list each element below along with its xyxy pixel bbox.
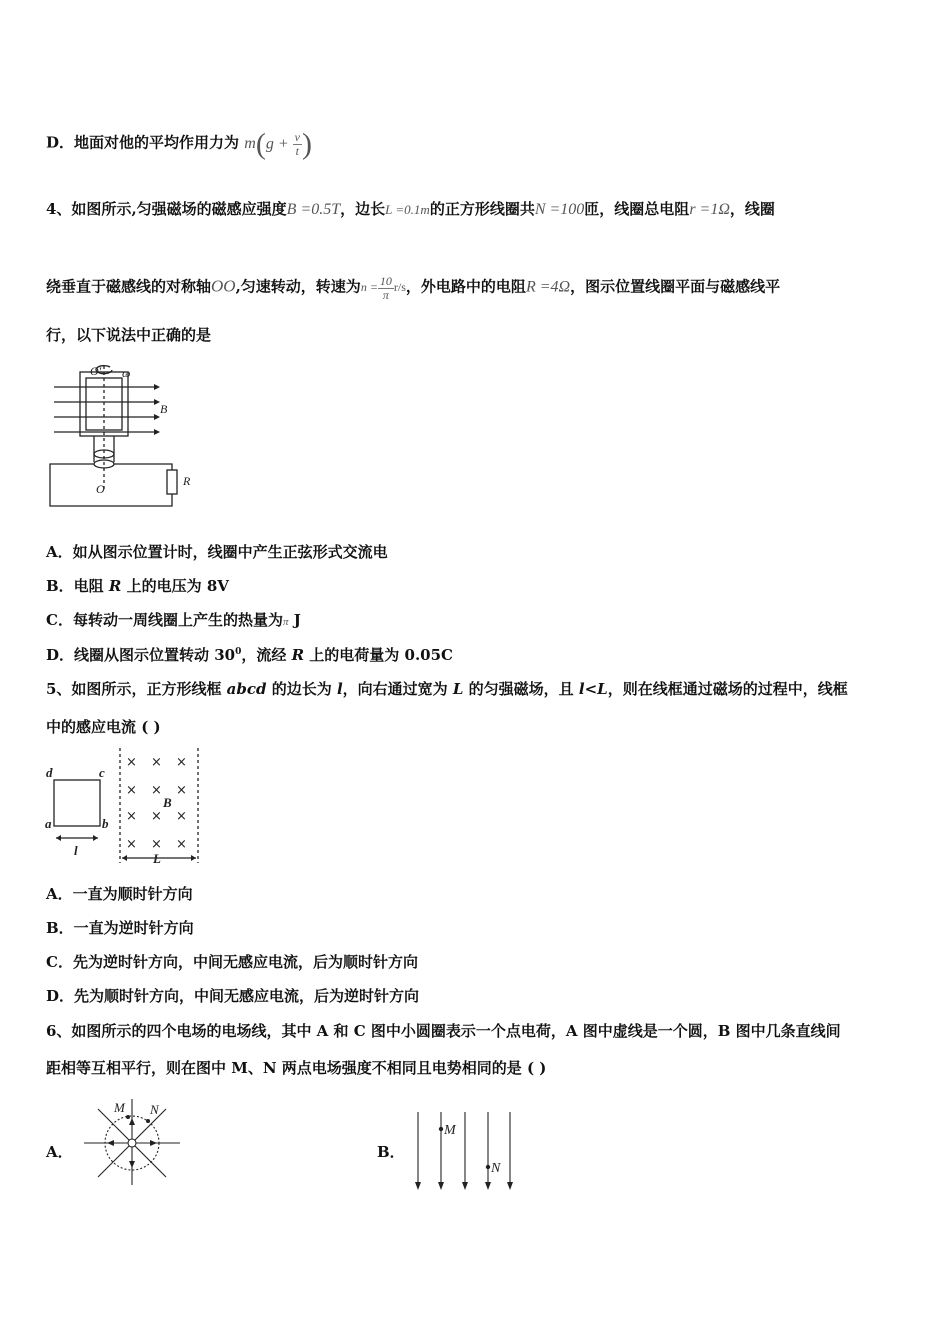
q6a-arrowhead bbox=[107, 1140, 114, 1146]
q5-field-cross: × bbox=[176, 755, 187, 770]
q4-line-3: 行，以下说法中正确的是 bbox=[46, 326, 212, 344]
q5-option-a: A．一直为顺时针方向 bbox=[46, 885, 193, 903]
q6b-arrowhead bbox=[462, 1182, 468, 1190]
q5-label-a: a bbox=[45, 816, 52, 831]
q5-label-L: L bbox=[153, 851, 161, 866]
q4-option-a: A．如从图示位置计时，线圈中产生正弦形式交流电 bbox=[46, 543, 388, 561]
q6a-arrowhead bbox=[150, 1140, 157, 1146]
q5-field-cross: × bbox=[151, 837, 162, 852]
q5-square-loop bbox=[54, 780, 100, 826]
q5-label-b: b bbox=[102, 816, 109, 831]
q5-field-cross: × bbox=[176, 783, 187, 798]
q4-label-r: R bbox=[183, 474, 191, 488]
q5-arrowhead bbox=[93, 835, 98, 841]
q4-r-value: r =1Ω bbox=[689, 201, 730, 218]
q4-circuit-wire bbox=[50, 464, 172, 506]
q4-circuit-wire bbox=[114, 464, 172, 470]
q6a-label-n: N bbox=[150, 1102, 159, 1117]
q4-line-1: 4、如图所示,匀强磁场的磁感应强度B =0.5T，边长L =0.1m的正方形线圈共N =100匝，线圈总电阻r =1Ω，线圈 bbox=[46, 200, 775, 218]
q4-label-b: B bbox=[160, 402, 168, 416]
q6-figure-a bbox=[80, 1095, 190, 1187]
q4-label-omega: ω bbox=[122, 366, 131, 380]
q5-field-cross: × bbox=[151, 809, 162, 824]
q4-speed: n = $\frac{10}{\pi}$ r/s bbox=[360, 274, 406, 302]
q4-field-arrowhead bbox=[154, 429, 160, 435]
q6-figure-b bbox=[408, 1108, 518, 1194]
q5-field-cross: × bbox=[176, 809, 187, 824]
q5-field-cross: × bbox=[151, 783, 162, 798]
q4-N-value: N =100 bbox=[534, 201, 585, 218]
q5-field-cross: × bbox=[126, 755, 137, 770]
q6b-arrowhead bbox=[438, 1182, 444, 1190]
q6a-point-n bbox=[146, 1119, 150, 1123]
q6a-point-charge bbox=[128, 1139, 136, 1147]
q6-option-b-label: B． bbox=[377, 1143, 405, 1161]
q5-option-b: B．一直为逆时针方向 bbox=[46, 919, 194, 937]
q3-formula: m(g + $\frac{v}{t}$ ) bbox=[244, 127, 312, 160]
q3-option-d-text: D．地面对他的平均作用力为 bbox=[46, 133, 240, 152]
q4-option-c: C．每转动一周线圈上产生的热量为π J bbox=[46, 611, 301, 629]
q5-label-c: c bbox=[99, 765, 105, 780]
q4-generator-figure bbox=[46, 362, 206, 512]
q4-option-b: B．电阻 R 上的电压为 8V bbox=[46, 577, 229, 595]
q5-option-c: C．先为逆时针方向，中间无感应电流，后为顺时针方向 bbox=[46, 953, 418, 971]
q6a-point-m bbox=[126, 1115, 130, 1119]
q5-label-l: l bbox=[74, 843, 78, 858]
q6a-arrowhead bbox=[129, 1118, 135, 1125]
q4-R-value: R =4Ω bbox=[525, 278, 571, 296]
q6b-point-m bbox=[439, 1127, 443, 1131]
q5-option-d: D．先为顺时针方向，中间无感应电流，后为逆时针方向 bbox=[46, 987, 420, 1005]
q6a-label-m: M bbox=[114, 1100, 125, 1115]
q5-line-1: 5、如图所示，正方形线框 abcd 的边长为 l，向右通过宽为 L 的匀强磁场，且 l<L，则在线框通过磁场的过程中，线框 bbox=[46, 680, 848, 698]
q5-arrowhead bbox=[191, 855, 196, 861]
q4-label-o-bottom: O bbox=[96, 482, 105, 496]
q6b-label-n: N bbox=[491, 1161, 501, 1176]
q4-line-2: 绕垂直于磁感线的对称轴OO,匀速转动，转速为n = $\frac{10}{\pi}$ r/s，外电路中的电阻R =4Ω，图示位置线圈平面与磁感线平 bbox=[46, 274, 781, 302]
q4-field-arrowhead bbox=[154, 384, 160, 390]
q4-option-d: D．线圈从图示位置转动 $30^0$，流经 R 上的电荷量为 0.05C bbox=[46, 646, 453, 664]
q5-field-cross: × bbox=[126, 809, 137, 824]
q4-L-value: L =0.1m bbox=[385, 202, 430, 217]
q5-arrowhead bbox=[122, 855, 127, 861]
q6-option-a-label: A． bbox=[46, 1143, 73, 1161]
q6b-arrowhead bbox=[485, 1182, 491, 1190]
q5-label-B: B bbox=[163, 795, 172, 810]
q4-axis: OO bbox=[211, 276, 236, 296]
q6-line-1: 6、如图所示的四个电场的电场线，其中 A 和 C 图中小圆圈表示一个点电荷，A 图中虚线是一个圆，B 图中几条直线间 bbox=[46, 1022, 841, 1040]
q4-label-o-top: O′ bbox=[90, 364, 102, 378]
q6a-arrowhead bbox=[129, 1161, 135, 1168]
q6b-point-n bbox=[486, 1165, 490, 1169]
q5-line-2: 中的感应电流 ( ) bbox=[46, 718, 161, 736]
q5-field-cross: × bbox=[176, 837, 187, 852]
q5-loop-figure bbox=[44, 745, 209, 870]
q5-label-d: d bbox=[46, 765, 53, 780]
q5-field-cross: × bbox=[151, 755, 162, 770]
q6b-arrowhead bbox=[507, 1182, 513, 1190]
q4-resistor bbox=[167, 470, 177, 494]
q6b-arrowhead bbox=[415, 1182, 421, 1190]
q5-field-cross: × bbox=[126, 783, 137, 798]
q6-line-2: 距相等互相平行，则在图中 M、N 两点电场强度不相同且电势相同的是 ( ) bbox=[46, 1059, 547, 1077]
q5-arrowhead bbox=[56, 835, 61, 841]
q5-field-cross: × bbox=[126, 837, 137, 852]
q3-option-d bbox=[46, 127, 312, 161]
q6b-label-m: M bbox=[444, 1123, 456, 1138]
q4-B-value: B =0.5T bbox=[286, 201, 341, 218]
